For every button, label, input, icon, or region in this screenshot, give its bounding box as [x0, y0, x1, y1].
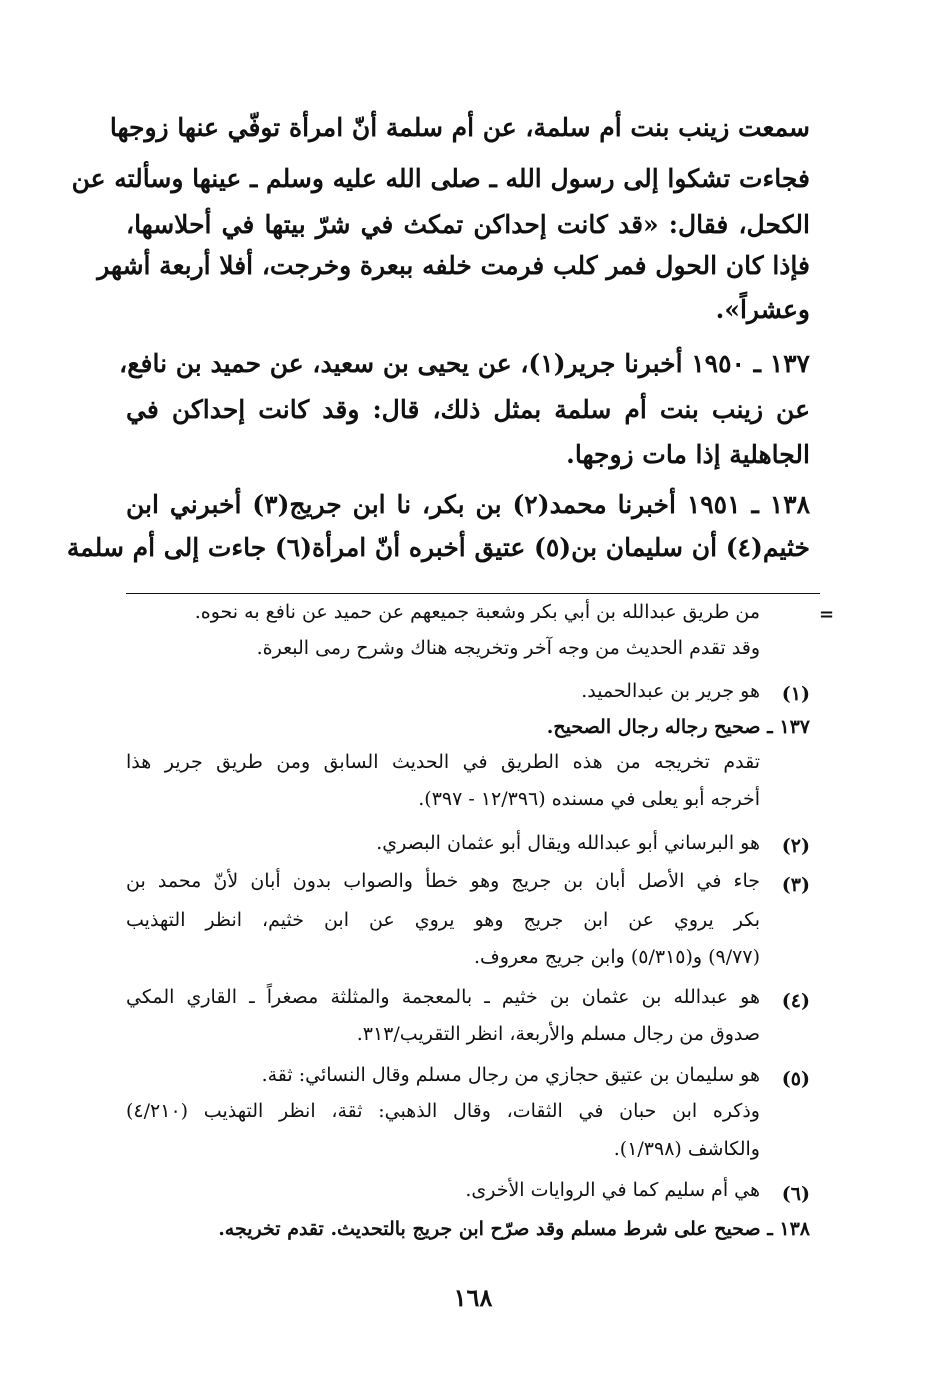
hadith-138-line: خثيم(٤) أن سليمان بن(٥) عتيق أخبره أنّ امرأة(٦) جاءت إلى أم سلمة [66, 533, 810, 562]
footnote-continued: وقد تقدم الحديث من وجه آخر وتخريجه هناك وشرح رمى البعرة. [256, 637, 760, 659]
footnote-4: هو عبدالله بن عثمان بن خثيم ـ بالمعجمة والمثلثة مصغراً ـ القاري المكي [126, 986, 760, 1008]
main-text-line: فإذا كان الحول فمر كلب فرمت خلفه ببعرة وخرجت، أفلا أربعة أشهر [97, 251, 810, 280]
footnote-5: والكاشف (١/٣٩٨). [613, 1138, 760, 1160]
footnote-number: (١) [781, 683, 810, 705]
footnote-4: صدوق من رجال مسلم والأربعة، انظر التقريب/٣١٣. [356, 1023, 760, 1045]
continuation-mark: = [819, 604, 835, 625]
main-text-line: وعشراً». [715, 295, 810, 324]
footnote-5: هو سليمان بن عتيق حجازي من رجال مسلم وقال النسائي: ثقة. [261, 1064, 760, 1086]
footnote-138: ١٣٨ ـ صحيح على شرط مسلم وقد صرّح ابن جريج بالتحديث. تقدم تخريجه. [218, 1218, 810, 1240]
footnote-3: (٩/٧٧) و(٥/٣١٥) وابن جريج معروف. [474, 946, 760, 968]
footnote-137: تقدم تخريجه من هذه الطريق في الحديث السابق ومن طريق جرير هذا [126, 751, 760, 773]
footnote-137: أخرجه أبو يعلى في مسنده (١٢/٣٩٦ - ٣٩٧). [418, 788, 760, 810]
hadith-137-line: عن زينب بنت أم سلمة بمثل ذلك، قال: وقد كانت إحداكن في [126, 395, 810, 424]
hadith-137-line: ١٣٧ ـ ١٩٥٠ أخبرنا جرير(١)، عن يحيى بن سعيد، عن حميد بن نافع، [119, 349, 810, 378]
footnote-number: (٣) [781, 874, 810, 896]
main-text-line: سمعت زينب بنت أم سلمة، عن أم سلمة أنّ امرأة توفّي عنها زوجها [109, 113, 810, 142]
footnote-6: هي أم سليم كما في الروايات الأخرى. [465, 1179, 760, 1201]
footnote-number: (٢) [781, 835, 810, 857]
footnote-137: ١٣٧ ـ صحيح رجاله رجال الصحيح. [546, 716, 810, 738]
footnote-2: هو البرساني أبو عبدالله ويقال أبو عثمان البصري. [376, 832, 760, 854]
main-text-line: الكحل، فقال: «قد كانت إحداكن تمكث في شرّ بيتها في أحلاسها، [126, 210, 810, 239]
footnote-5: وذكره ابن حبان في الثقات، وقال الذهبي: ثقة، انظر التهذيب (٤/٢١٠) [126, 1100, 760, 1122]
page-number: ١٦٨ [453, 1283, 493, 1312]
main-text-line: فجاءت تشكوا إلى رسول الله ـ صلى الله عليه وسلم ـ عينها وسألته عن [71, 164, 810, 193]
hadith-137-line: الجاهلية إذا مات زوجها. [566, 440, 810, 469]
footnote-number: (٤) [781, 990, 810, 1012]
hadith-138-line: ١٣٨ ـ ١٩٥١ أخبرنا محمد(٢) بن بكر، نا ابن جريج(٣) أخبرني ابن [126, 490, 811, 519]
footnote-3: جاء في الأصل أبان بن جريج وهو خطأ والصواب بدون أبان لأنّ محمد بن [126, 870, 760, 892]
footnote-1: هو جرير بن عبدالحميد. [581, 680, 760, 702]
footnote-number: (٦) [781, 1183, 810, 1205]
footnote-separator [126, 593, 820, 594]
footnote-number: (٥) [781, 1068, 810, 1090]
footnote-3: بكر يروي عن ابن جريج وهو يروي عن ابن خثيم، انظر التهذيب [126, 909, 760, 931]
footnote-continued: من طريق عبدالله بن أبي بكر وشعبة جميعهم عن حميد عن نافع به نحوه. [194, 601, 760, 623]
